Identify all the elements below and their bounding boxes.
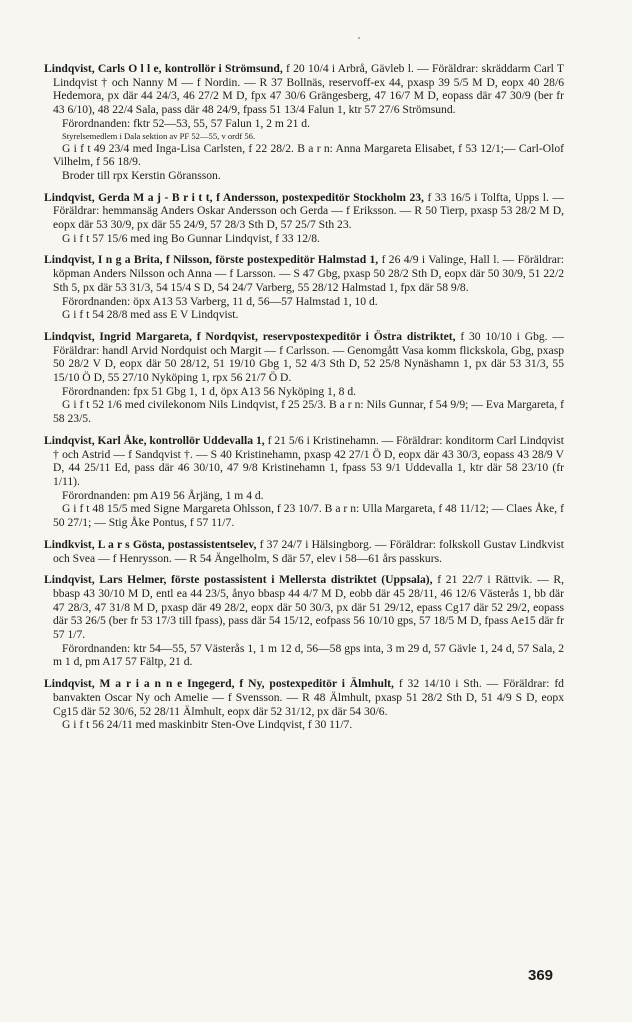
entry-heading: Lindqvist, I n g a Brita, f Nilsson, förste postexpeditör Halmstad 1, [44,253,379,267]
page-speck [358,37,360,39]
entry-line: G i f t 54 28/8 med ass E V Lindqvist. [62,308,239,322]
entry-heading: Lindqvist, Carls O l l e, kontrollör i Strömsund, [44,62,283,75]
entry-text [44,191,564,232]
entry-line: G i f t 48 15/5 med Signe Margareta Ohlsson, f 23 10/7. B a r n: Ulla Margareta, f 48 11/12; — Claes Åke, f 50 27/1; — Stig Åke Pontus, f 57 11/7. [53,502,564,530]
entry-heading: Lindqvist, Gerda M a j - B r i t t, f Andersson, postexpeditör Stockholm 23, [44,190,424,204]
entry-karl-ake-lindqvist [44,434,564,530]
entry-inga-lindqvist [44,253,564,322]
entry-line: G i f t 49 23/4 med Inga-Lisa Carlsten, f 22 28/2. B a r n: Anna Margareta Elisabet, f 53 12/1;— Carl-Olof Vilhelm, f 56 18/9. [53,141,564,169]
entry-line: Förordnanden: ktr 54—55, 57 Västerås 1, 1 m 12 d, 56—58 gps inta, 3 m 29 d, 57 Gävle 1, 24 d, 57 Sala, 2 m 1 d, pm A17 57 Fältp, 21 d. [53,641,564,669]
entry-note: Styrelsemedlem i Dala sektion av PF 52—55, v ordf 56. [62,130,256,141]
entry-line: f 33 16/5 i Tolfta, Upps l. — Föräldrar: hemmansäg Anders Oskar Andersson och Gerda — f Eriksson. — R 50 Tierp, pxasp 53 28/2 M D, eopx där 53 30/9, px där 55 24/9, 57 28/3 Sth D, 57 25/7 Sth 23. [53,190,564,232]
entry-line: G i f t 52 1/6 med civilekonom Nils Lindqvist, f 25 25/3. B a r n: Nils Gunnar, f 54 9/9; — Eva Margareta, f 58 23/5. [53,398,564,426]
entry-lars-helmer-lindqvist [44,573,564,669]
entry-lars-lindkvist [44,538,564,565]
entry-line: Förordnanden: pm A19 56 Årjäng, 1 m 4 d. [62,488,264,502]
entry-marianne-lindqvist [44,677,564,732]
entry-line: Förordnanden: fpx 51 Gbg 1, 1 d, öpx A13 56 Nyköping 1, 8 d. [62,384,357,398]
entry-text [44,434,564,489]
entry-line: f 26 4/9 i Valinge, Hall l. — Föräldrar: köpman Anders Nilsson och Anna — f Larsson. — S 47 Gbg, pxasp 50 28/2 Sth D, eopx där 50 30/9, 51 22/2 Sth 5, px där 53 31/3, 54 15/4 S D, 54 24/7 Varberg, 55 28/12 Halmstad 1, fpx där 58 9/8. [53,253,564,294]
entry-line: f 30 10/10 i Gbg. — Föräldrar: handl Arvid Nordquist och Margit — f Carlsson. — Genomgått Vasa komm flickskola, Gbg, pxasp 50 28/2 V D, eopx där 50 28/12, 51 19/10 Gbg 1, 52 4/3 Sth D, 52 25/8 Nynäshamn 1, px där 53 31/3, 55 15/10 Ö D, 55 27/10 Nyköping 1, rpx 56 21/7 Ö D. [53,329,564,385]
entry-line: Förordnanden: fktr 52—53, 55, 57 Falun 1, 2 m 21 d. [62,116,310,130]
entry-line: f 37 24/7 i Hälsingborg. — Föräldrar: folkskoll Gustav Lindkvist och Svea — f Henrysson. — R 54 Ängelholm, S där 57, elev i 58—61 års passkurs. [53,537,564,565]
entry-heading: Lindqvist, Ingrid Margareta, f Nordqvist, reservpostexpeditör i Östra distriktet, [44,329,456,343]
entry-text [44,573,564,642]
register-page [44,62,564,740]
entry-line: f 20 10/4 i Arbrå, Gävleb l. — Föräldrar: skräddarm Carl T Lindqvist † och Nanny M — f Nordin. — R 37 Bollnäs, reservoff-ex 44, pxasp 39 5/5 M D, eopx 40 28/6 Hedemora, px där 44 24/3, 46 27/2 M D, fpx 47 30/6 Grängesberg, 47 16/7 M D, eopass där 47 30/9 (ber fr 43 6/10), 48 22/4 Sala, pass där 48 24/9, fpass 51 13/4 Falun 1, ktr 57 27/6 Strömsund. [53,62,564,117]
entry-heading: Lindqvist, M a r i a n n e Ingegerd, f Ny, postexpeditör i Älmhult, [44,677,394,691]
entry-line: Förordnanden: öpx A13 53 Varberg, 11 d, 56—57 Halmstad 1, 10 d. [62,294,378,308]
entry-text [44,253,564,294]
entry-heading: Lindkvist, L a r s Gösta, postassistentselev, [44,537,257,551]
entry-line: G i f t 57 15/6 med ing Bo Gunnar Lindqvist, f 33 12/8. [62,231,320,245]
entry-line: f 21 5/6 i Kristinehamn. — Föräldrar: konditorm Carl Lindqvist † och Astrid — f Sandqvist †. — S 40 Kristinehamn, pxasp 42 27/1 Ö D, eopx där 43 30/3, eopass 43 28/9 V D, 44 25/11 Ed, pass där 46 30/10, 47 9/8 Kristinehamn 1, fpass 53 9/1 Uddevalla 1, ktr där 58 23/10 (fr 1/11). [53,433,564,488]
entry-ingrid-lindqvist [44,330,564,426]
page-number: 369 [528,967,554,984]
entry-text [44,62,564,117]
entry-line: f 32 14/10 i Sth. — Föräldrar: fd banvakten Oscar Ny och Amelie — f Svensson. — R 48 Älmhult, pxasp 51 28/2 Sth D, 51 4/9 S D, eopx Cg15 där 52 30/6, 52 28/11 Älmhult, eopx där 52 31/12, px där 54 30/6. [53,677,564,718]
entry-maj-britt-lindqvist [44,191,564,246]
entry-heading: Lindqvist, Karl Åke, kontrollör Uddevalla 1, [44,433,265,447]
entry-text [44,330,564,385]
entry-line: Broder till rpx Kerstin Göransson. [62,168,221,182]
entry-line: G i f t 56 24/11 med maskinbitr Sten-Ove Lindqvist, f 30 11/7. [62,718,353,732]
entry-text [44,538,564,565]
entry-text [44,677,564,718]
entry-olle-lindqvist [44,62,564,183]
entry-heading: Lindqvist, Lars Helmer, förste postassistent i Mellersta distriktet (Uppsala), [44,573,433,587]
entry-line: f 21 22/7 i Rättvik. — R, bbasp 43 30/10 M D, entl ea 44 23/5, ånyo bbasp 44 4/7 M D, eobb där 45 28/11, 46 12/6 Västerås 1, bb där 47 28/3, 47 31/8 M D, pxasp där 49 28/2, eopx där 50 30/3, px där 51 29/12, epass Cg17 där 52 29/2, eopass där 53 26/5 (ber fr 53 17/3 till fpass), pass där 54 15/12, eofpass 56 10/10 gps, 57 18/5 M D, fpass Ae15 där fr 57 1/7. [53,573,564,642]
